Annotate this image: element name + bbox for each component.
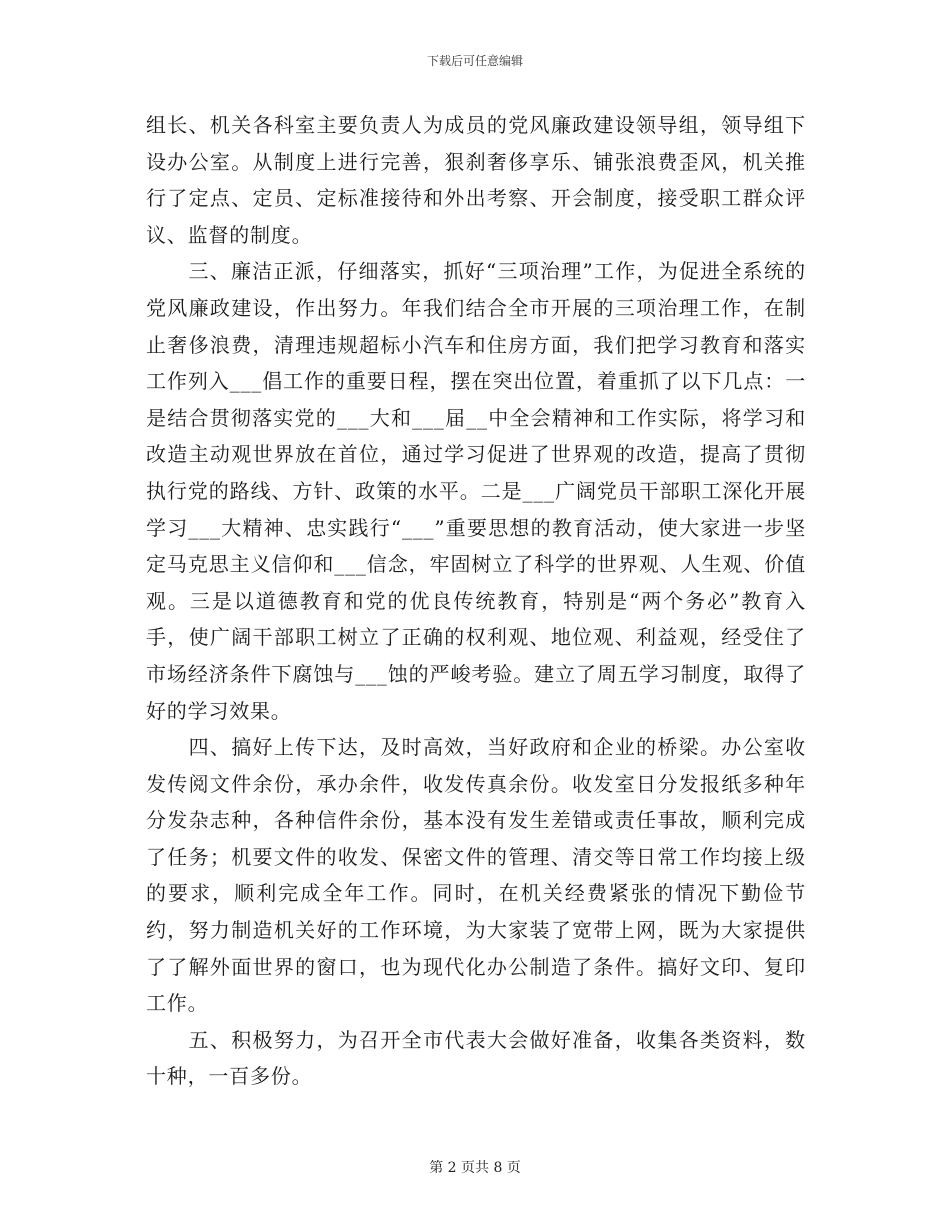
paragraph-section-four: 四、搞好上传下达，及时高效，当好政府和企业的桥梁。办公室收发传阅文件余份，承办余件，收发传真余份。收发室日分发报纸多种年分发杂志种，各种信件余份，基本没有发生差错或责任事故，顺利完成了任务；机要文件的收发、保密文件的管理、清交等日常工作均接上级的要求，顺利完成全年工作。同时，在机关经费紧张的情况下勤俭节约，努力制造机关好的工作环境，为大家装了宽带上网，既为大家提供了了解外面世界的窗口，也为现代化办公制造了条件。搞好文印、复印工作。 [146, 735, 806, 1016]
paragraph-section-three: 三、廉洁正派，仔细落实，抓好“三项治理”工作，为促进全系统的党风廉政建设，作出努力。年我们结合全市开展的三项治理工作，在制止奢侈浪费，清理违规超标小汽车和住房方面，我们把学习教育和落实工作列入___倡工作的重要日程，摆在突出位置，着重抓了以下几点：一是结合贯彻落实党的___大和___届__中全会精神和工作实际，将学习和改造主动观世界放在首位，通过学习促进了世界观的改造，提高了贯彻执行党的路线、方针、政策的水平。二是___广阔党员干部职工深化开展学习___大精神、忠实践行“___”重要思想的教育活动，使大家进一步坚定马克思主义信仰和___信念，牢固树立了科学的世界观、人生观、价值观。三是以道德教育和党的优良传统教育，特别是“两个务必”教育入手，使广阔干部职工树立了正确的权利观、地位观、利益观，经受住了市场经济条件下腐蚀与___蚀的严峻考验。建立了周五学习制度，取得了好的学习效果。 [146, 259, 806, 723]
paragraph-section-five: 五、积极努力，为召开全市代表大会做好准备，收集各类资料，数十种，一百多份。 [146, 1027, 806, 1089]
paragraph-continuation: 组长、机关各科室主要负责人为成员的党风廉政建设领导组，领导组下设办公室。从制度上进行完善，狠刹奢侈享乐、铺张浪费歪风，机关推行了定点、定员、定标准接待和外出考察、开会制度，接受职工群众评议、监督的制度。 [146, 113, 806, 247]
page-header: 下载后可任意编辑 [426, 54, 523, 68]
document-body [146, 107, 806, 1095]
page-footer: 第 2 页共 8 页 [429, 1160, 521, 1176]
